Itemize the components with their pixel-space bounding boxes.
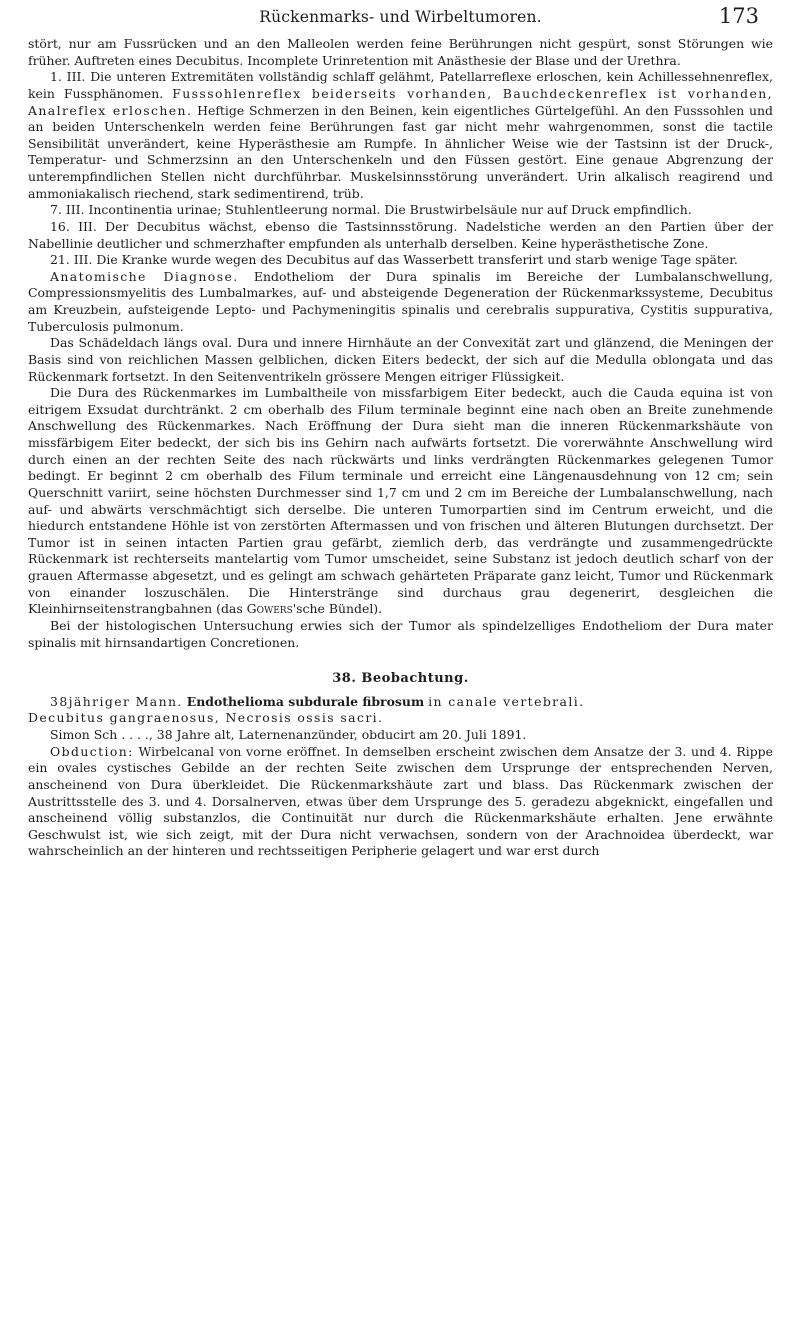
diagnosis-text: Endotheliom der Dura spinalis im Bereiche der Lumbalanschwellung, Compressionsmyelitis des Lumbalmarkes, auf- und absteigende Degeneration der Rückenmarkssysteme, Decubitus am Kreuzbein, aufsteigende Lepto- und Pachymeningitis spinalis und cerebralis suppurativa, Cystitis suppurativa, Tuberculosis pulmonum. <box>28 268 773 334</box>
obduction-label: Obduction: <box>50 743 134 759</box>
paragraph-entry-21-iii: 21. III. Die Kranke wurde wegen des Decubitus auf das Wasserbett transferirt und starb wenige Tage später. <box>50 252 738 268</box>
running-title: Rückenmarks- und Wirbeltumoren. <box>259 8 542 26</box>
entry-text-cont: Heftige Schmerzen in den Beinen, kein eigentliches Gürtelgefühl. An den Fusssohlen und an beiden Unterschenkeln werden feine Berührungen fast gar nicht mehr wahrgenommen, sonst die tactile Sensibilität unverändert, keine Hyperästhesie am Rumpfe. In ähnlicher Weise wie der Tastsinn ist der Druck-, Temperatur- und Schmerzsinn an den Unterschenkeln und den Füssen gestört. Eine genaue Abgrenzung der unterempfindlichen Stellen nicht durchführbar. Muskelsinnsstörung unverändert. Urin alkalisch reagirend und ammoniakalisch riechend, stark sedimentirend, trüb. <box>28 102 773 201</box>
paragraph-dura-findings <box>28 385 773 618</box>
case-patient-line: Simon Sch . . . ., 38 Jahre alt, Laternenanzünder, obducirt am 20. Juli 1891. <box>50 727 527 742</box>
gowers-name: Gowers <box>246 601 293 617</box>
page-number: 173 <box>718 4 759 28</box>
paragraph-anatomical-diagnosis <box>28 269 773 336</box>
obduction-text: Wirbelcanal von vorne eröffnet. In demselben erscheint zwischen dem Ansatze der 3. und 4. Rippe ein ovales cystisches Gebilde an der rechten Seite zwischen dem Ursprunge der entsprechenden Nerven, anscheinend von Dura überkleidet. Die Rückenmarkshäute zart und blass. Das Rückenmark zwischen der Austrittsstelle des 3. und 4. Dorsalnerven, etwas über dem Ursprunge des 5. geradezu abgeknickt, eingefallen und anscheinend völlig substanzlos, die Continuität nur durch die Rückenmarkshäute erhalten. Jene erwähnte Geschwulst ist, wie sich zeigt, mit der Dura nicht verwachsen, sondern von der Arachnoidea überdeckt, war wahrscheinlich an der hinteren und rechtsseitigen Peripherie gelagert und war erst durch <box>28 743 773 859</box>
entry-text: 1. III. Die unteren Extremitäten vollständig schlaff gelähmt, Patellarreflexe erloschen, kein Achillessehnenreflex, kein Fussphänomen. <box>28 69 773 101</box>
case-diagnosis-line: Decubitus gangraenosus, Necrosis ossis sacri. <box>28 710 384 726</box>
paragraph-histology: Bei der histologischen Untersuchung erwies sich der Tumor als spindelzelliges Endotheliom der Dura mater spinalis mit hirnsandartigen Concretionen. <box>28 617 773 650</box>
paragraph-skull: Das Schädeldach längs oval. Dura und innere Hirnhäute an der Convexität zart und glänzend, die Meningen der Basis sind von reichlichen Massen gelblichen, dicken Eiters bedeckt, der sich auf die Medulla oblongata und das Rückenmark fortsetzt. In den Seitenventrikeln grössere Mengen eitriger Flüssigkeit. <box>28 335 773 384</box>
diagnosis-label: Anatomische Diagnose. <box>50 268 239 284</box>
dura-text-end: 'sche Bündel). <box>292 601 383 617</box>
case-title-rest: in canale vertebrali. <box>428 693 585 709</box>
paragraph-entry-16-iii: 16. III. Der Decubitus wächst, ebenso die Tastsinnsstörung. Nadelstiche werden an den Partien über der Nabellinie deutlicher und schmerzhafter empfunden als unterhalb derselben. Keine hyperästhetische Zone. <box>28 218 773 251</box>
dura-text: Die Dura des Rückenmarkes im Lumbaltheile von missfarbigem Eiter bedeckt, auch die Cauda equina ist von eitrigem Exsudat durchtränkt. 2 cm oberhalb des Filum terminale beginnt eine nach oben an Breite zunehmende Anschwellung des Rückenmarkes. Nach Eröffnung der Dura sieht man die inneren Rückenmarkshäute von missfärbigem Eiter bedeckt, der sich bis ins Gehirn nach aufwärts fortsetzt. Die vorerwähnte Anschwellung wird durch einen an der rechten Seite des nach rückwärts und links verdrängten Rückenmarkes gelegenen Tumor bedingt. Er beginnt 2 cm oberhalb des Filum terminale und erreicht eine Längenausdehnung von 12 cm; sein Querschnitt variirt, seine höchsten Durchmesser sind 1,7 cm und 2 cm im Bereiche der Lumbalanschwellung, nach auf- und abwärts verschmächtigt sich derselbe. Die unteren Tumorpartien sind im Centrum erweicht, und die hiedurch entstandene Höhle ist von zerstörten Aftermassen und von frischen und älteren Blutungen durchsetzt. Der Tumor ist in seinen intacten Partien grau gefärbt, ziemlich derb, das verdrängte und zusammengedrückte Rückenmark ist rechterseits mantelartig vom Tumor umscheidet, seine Substanz ist jedoch deutlich scharf von der grauen Aftermasse abgesetzt, und es gelingt am schwach gehärteten Präparate ganz leicht, Tumor und Rückenmark von einander loszuschälen. Die Hinterstränge sind durchaus grau degenerirt, desgleichen die Kleinhirnseitenstrangbahnen (das <box>28 385 773 617</box>
running-header <box>28 6 773 34</box>
paragraph-continuation: stört, nur am Fussrücken und an den Malleolen werden feine Berührungen nicht gespürt, sonst Störungen wie früher. Auftreten eines Decubitus. Incomplete Urinretention mit Anästhesie der Blase und der Urethra. <box>28 36 773 68</box>
case-title-bold: Endothelioma subdurale fibrosum <box>186 693 425 709</box>
reflex-findings-spaced: Fusssohlenreflex beiderseits vorhanden, Bauchdeckenreflex ist vorhanden, Analreflex erloschen. <box>28 85 774 118</box>
paragraph-entry-7-iii: 7. III. Incontinentia urinae; Stuhlentleerung normal. Die Brustwirbelsäule nur auf Druck empfindlich. <box>50 202 692 218</box>
case-title <box>28 694 773 711</box>
paragraph-obduction <box>28 744 773 860</box>
body-text <box>28 36 773 860</box>
paragraph-entry-1-iii <box>28 69 773 202</box>
section-heading: 38. Beobachtung. <box>332 671 469 687</box>
case-label: 38jähriger Mann. <box>50 693 183 709</box>
